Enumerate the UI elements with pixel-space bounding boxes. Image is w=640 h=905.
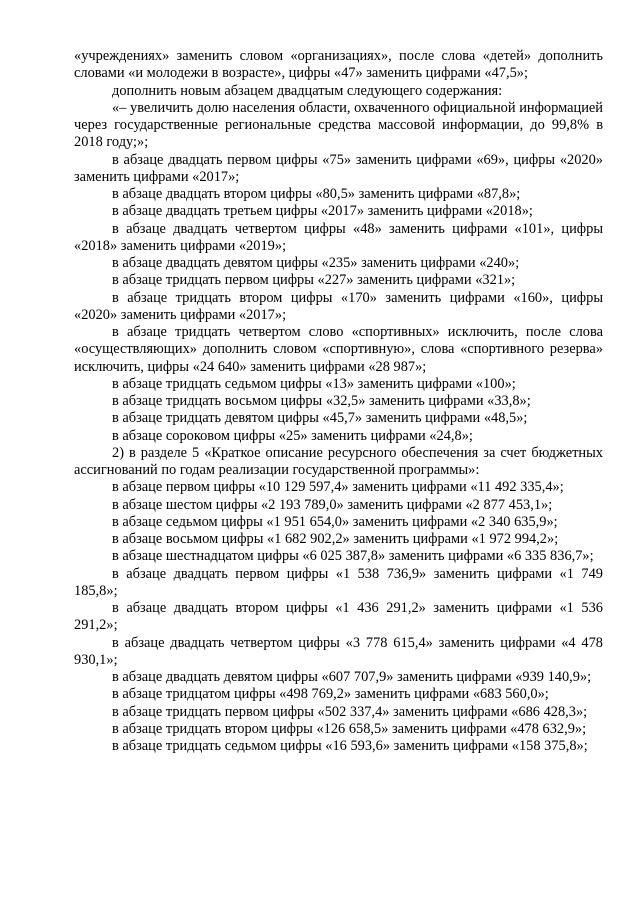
paragraph: в абзаце шестом цифры «2 193 789,0» заменить цифрами «2 877 453,1»; xyxy=(112,496,553,513)
paragraph: в абзаце двадцать девятом цифры «607 707,9» заменить цифрами «939 140,9»; xyxy=(112,669,592,685)
paragraph: в абзаце двадцать четвертом цифры «3 778 615,4» заменить цифрами «4 478 930,1»; xyxy=(74,634,603,668)
paragraph: «учреждениях» заменить словом «организациях», после слова «детей» дополнить словами «и молодежи в возрасте», цифры «47» заменить цифрами «47,5»; xyxy=(74,48,603,82)
paragraph: в абзаце двадцать четвертом цифры «48» заменить цифрами «101», цифры «2018» заменить цифрами «2019»; xyxy=(74,220,603,254)
paragraph: в абзаце первом цифры «10 129 597,4» заменить цифрами «11 492 335,4»; xyxy=(112,479,564,496)
paragraph: в абзаце тридцать втором цифры «126 658,5» заменить цифрами «478 632,9»; xyxy=(112,720,587,737)
paragraph: в абзаце двадцать втором цифры «1 436 291,2» заменить цифрами «1 536 291,2»; xyxy=(74,600,603,634)
paragraph: в абзаце тридцать первом цифры «227» заменить цифрами «321»; xyxy=(112,272,516,289)
paragraph: дополнить новым абзацем двадцатым следующего содержания: xyxy=(112,82,503,99)
paragraph: в абзаце двадцать третьем цифры «2017» заменить цифрами «2018»; xyxy=(112,203,533,220)
paragraph: в абзаце тридцать втором цифры «170» заменить цифрами «160», цифры «2020» заменить цифрами «2017»; xyxy=(74,289,603,323)
paragraph: в абзаце тридцатом цифры «498 769,2» заменить цифрами «683 560,0»; xyxy=(112,686,549,703)
paragraph: в абзаце двадцать первом цифры «1 538 736,9» заменить цифрами «1 749 185,8»; xyxy=(74,565,603,599)
paragraph: в абзаце восьмом цифры «1 682 902,2» заменить цифрами «1 972 994,2»; xyxy=(112,531,559,547)
document-page xyxy=(74,48,603,755)
paragraph: в абзаце тридцать четвертом слово «спортивных» исключить, после слова «осуществляющих» дополнить словом «спортивную», слова «спортивного резерва» исключить, цифры «24 640» заменить цифрами «28 987»; xyxy=(74,324,603,375)
paragraph: в абзаце тридцать седьмом цифры «16 593,6» заменить цифрами «158 375,8»; xyxy=(112,738,588,754)
paragraph: в абзаце тридцать восьмом цифры «32,5» заменить цифрами «33,8»; xyxy=(112,393,531,409)
section-heading: 2) в разделе 5 «Краткое описание ресурсного обеспечения за счет бюджетных ассигнований по годам реализации государственной программы»: xyxy=(74,444,603,478)
paragraph: в абзаце двадцать первом цифры «75» заменить цифрами «69», цифры «2020» заменить цифрами «2017»; xyxy=(74,151,603,185)
paragraph: в абзаце шестнадцатом цифры «6 025 387,8» заменить цифрами «6 335 836,7»; xyxy=(112,548,594,565)
paragraph: в абзаце тридцать седьмом цифры «13» заменить цифрами «100»; xyxy=(112,375,516,392)
paragraph: в абзаце тридцать первом цифры «502 337,4» заменить цифрами «686 428,3»; xyxy=(112,703,588,720)
paragraph: в абзаце тридцать девятом цифры «45,7» заменить цифрами «48,5»; xyxy=(112,410,528,427)
paragraph: в абзаце седьмом цифры «1 951 654,0» заменить цифрами «2 340 635,9»; xyxy=(112,513,558,530)
paragraph: в абзаце сороковом цифры «25» заменить цифрами «24,8»; xyxy=(112,427,473,444)
paragraph: «– увеличить долю населения области, охваченного официальной информацией через государственные региональные средства массовой информации, до 99,8% в 2018 году;»; xyxy=(74,99,603,151)
paragraph: в абзаце двадцать втором цифры «80,5» заменить цифрами «87,8»; xyxy=(112,186,521,202)
paragraph: в абзаце двадцать девятом цифры «235» заменить цифрами «240»; xyxy=(112,255,520,271)
